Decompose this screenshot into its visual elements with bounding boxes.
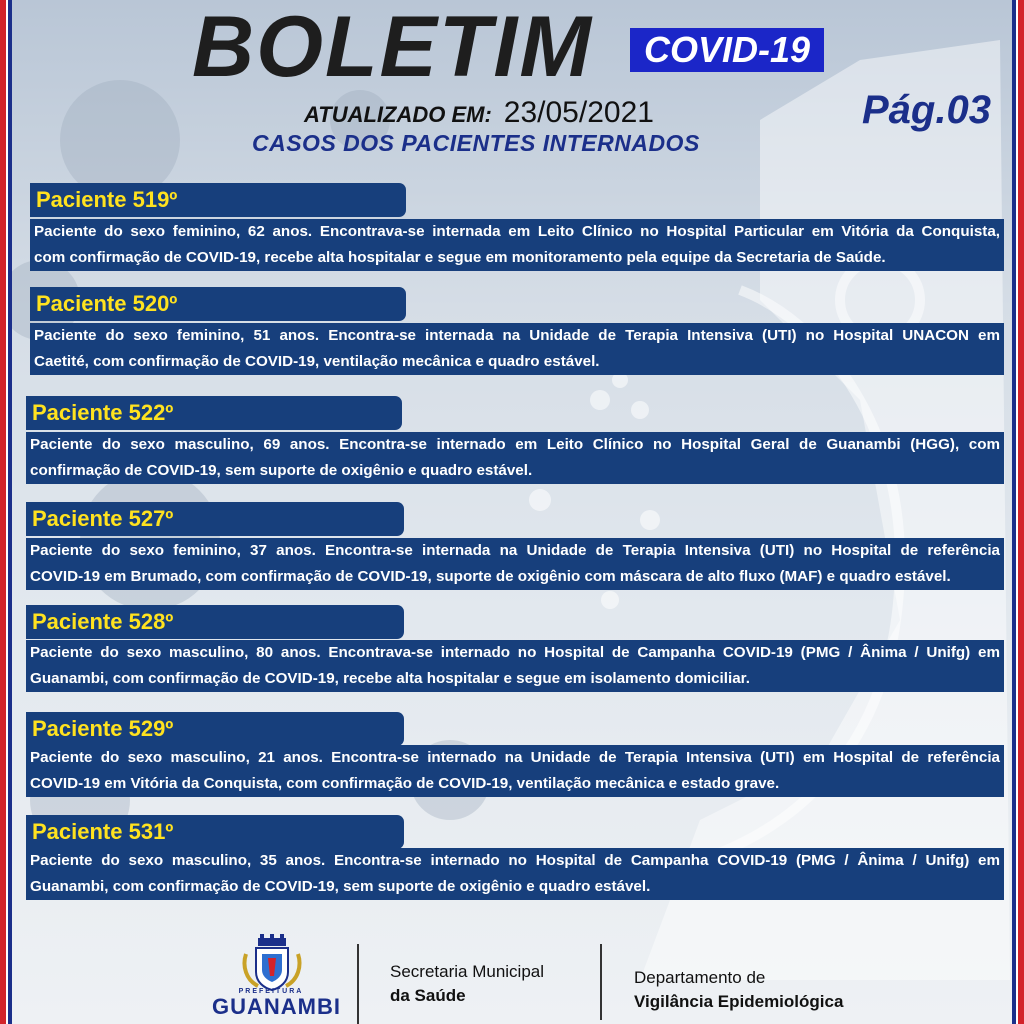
patient-description-line: Paciente do sexo masculino, 21 anos. Encontra-se internado na Unidade de Terapia Intensiva (UTI) em Hospital de referência	[30, 749, 1000, 766]
updated-date: 23/05/2021	[503, 96, 654, 129]
logo-city-name: GUANAMBI	[212, 994, 341, 1019]
secretaria-line1: Secretaria Municipal	[390, 962, 545, 981]
footer-divider	[600, 944, 602, 1020]
patient-description	[30, 323, 1004, 375]
patient-description-line: Guanambi, com confirmação de COVID-19, sem suporte de oxigênio e quadro estável.	[30, 878, 651, 895]
patient-label: Paciente 529º	[26, 712, 404, 746]
patient-label: Paciente 522º	[26, 396, 402, 430]
patient-description-line: Guanambi, com confirmação de COVID-19, recebe alta hospitalar e segue em isolamento domiciliar.	[30, 670, 750, 687]
patient-label: Paciente 528º	[26, 605, 404, 639]
patient-description	[30, 219, 1004, 271]
patient-description	[26, 432, 1004, 484]
patient-description-line: Caetité, com confirmação de COVID-19, ventilação mecânica e quadro estável.	[34, 353, 600, 370]
patient-description	[26, 640, 1004, 692]
updated-line	[304, 96, 654, 130]
departamento-line2-text: Vigilância Epidemiológica	[634, 992, 844, 1011]
section-subtitle: CASOS DOS PACIENTES INTERNADOS	[252, 130, 700, 156]
departamento-line2	[634, 990, 843, 1014]
secretaria-line2	[390, 984, 544, 1008]
footer-divider	[357, 944, 359, 1024]
patient-description-line: Paciente do sexo feminino, 51 anos. Encontra-se internada na Unidade de Terapia Intensiva (UTI) no Hospital UNACON em	[34, 327, 1000, 344]
patient-description-line: COVID-19 em Brumado, com confirmação de COVID-19, suporte de oxigênio com máscara de alto fluxo (MAF) e quadro estável.	[30, 568, 951, 585]
patient-description-line: com confirmação de COVID-19, recebe alta hospitalar e segue em monitoramento pela equipe da Secretaria de Saúde.	[34, 249, 886, 266]
patient-label: Paciente 519º	[30, 183, 406, 217]
patient-description	[26, 745, 1004, 797]
patient-description-line: Paciente do sexo feminino, 37 anos. Encontra-se internada na Unidade de Terapia Intensiva (UTI) no Hospital de referência	[30, 542, 1000, 559]
bulletin-title: BOLETIM	[192, 0, 593, 95]
updated-label: ATUALIZADO EM:	[304, 102, 492, 127]
secretaria-line2-text: da Saúde	[390, 986, 466, 1005]
patient-description-line: COVID-19 em Vitória da Conquista, com confirmação de COVID-19, ventilação mecânica e estado grave.	[30, 775, 780, 792]
patient-description	[26, 848, 1004, 900]
patient-label: Paciente 531º	[26, 815, 404, 849]
footer	[0, 930, 1024, 1024]
page-number: Pág.03	[862, 88, 991, 132]
patient-description-line: Paciente do sexo masculino, 80 anos. Encontrava-se internado no Hospital de Campanha COVID-19 (PMG / Ânima / Unifg) em	[30, 644, 1000, 661]
patient-description	[26, 538, 1004, 590]
patient-description-line: Paciente do sexo masculino, 35 anos. Encontra-se internado no Hospital de Campanha COVID-19 (PMG / Ânima / Unifg) em	[30, 852, 1000, 869]
patient-description-line: confirmação de COVID-19, sem suporte de oxigênio e quadro estável.	[30, 462, 533, 479]
patient-label: Paciente 520º	[30, 287, 406, 321]
patient-description-line: Paciente do sexo feminino, 62 anos. Encontrava-se internada em Leito Clínico no Hospital Particular em Vitória da Conquista,	[34, 223, 1000, 240]
patient-description-line: Paciente do sexo masculino, 69 anos. Encontra-se internado em Leito Clínico no Hospital Geral de Guanambi (HGG), com	[30, 436, 1000, 453]
departamento-block	[634, 966, 843, 1014]
covid-badge: COVID-19	[630, 28, 824, 72]
logo-prefeitura-label: PREFEITURA	[238, 988, 304, 995]
departamento-line1: Departamento de	[634, 968, 766, 987]
left-border-stripe	[0, 0, 12, 1024]
patient-label: Paciente 527º	[26, 502, 404, 536]
secretaria-block	[390, 960, 544, 1008]
right-border-stripe	[1012, 0, 1024, 1024]
